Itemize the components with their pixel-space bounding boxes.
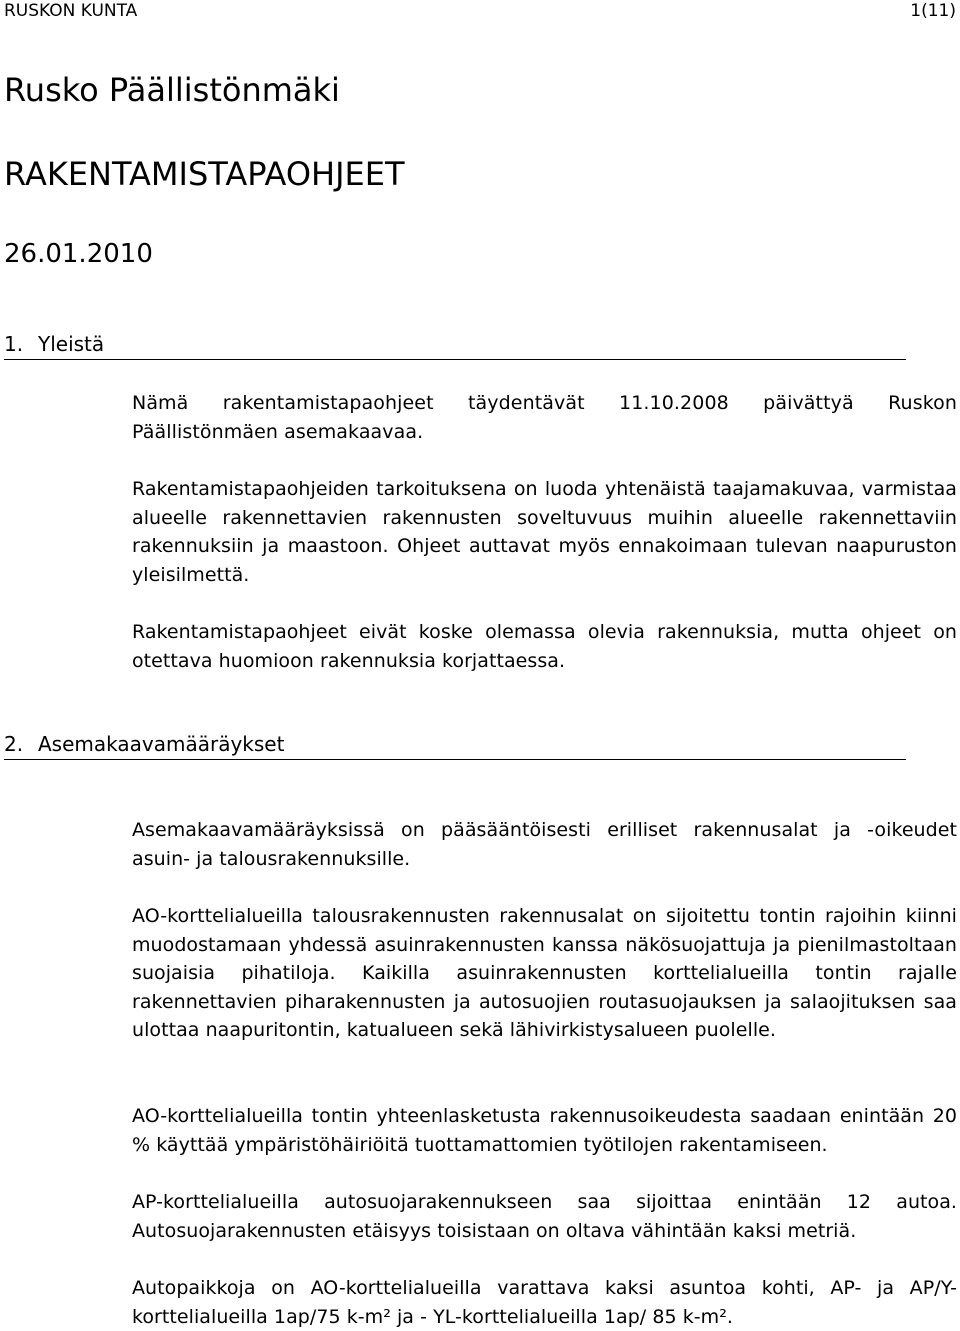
section-heading-yleista: [4, 331, 906, 360]
section-title: Yleistä: [38, 332, 105, 356]
paragraph: AP-korttelialueilla autosuojarakennukseen saa sijoittaa enintään 12 autoa. Autosuojarakennusten etäisyys toisistaan on oltava vähintään kaksi metriä.: [132, 1191, 957, 1242]
section-number: 2.: [4, 732, 24, 756]
document-subtitle: RAKENTAMISTAPAOHJEET: [4, 155, 405, 193]
document-title: Rusko Päällistönmäki: [4, 71, 340, 109]
paragraph: Rakentamistapaohjeiden tarkoituksena on luoda yhtenäistä taajamakuvaa, varmistaa alueelle rakennettavien rakennusten soveltuvuus muihin alueelle rakennettaviin rakennuksiin ja maastoon. Ohjeet auttavat myös ennakoimaan tulevan naapuruston yleisilmettä.: [132, 478, 957, 586]
document-header: [4, 0, 956, 24]
document-date: 26.01.2010: [4, 239, 153, 269]
paragraph: AO-korttelialueilla talousrakennusten rakennusalat on sijoitettu tontin rajoihin kiinni muodostamaan yhdessä asuinrakennusten kanssa näkösuojattuja ja pienilmastoltaan suojaisia pihatiloja. Kaikilla asuinrakennusten korttelialueilla tontin rajalle rakennettavien piharakennusten ja autosuojien routasuojauksen ja salaojituksen saa ulottaa naapuritontin, katualueen sekä lähivirkistysalueen puolelle.: [132, 905, 957, 1041]
paragraph: Asemakaavamääräyksissä on pääsääntöisesti erilliset rakennusalat ja -oikeudet asuin- ja talousrakennuksille.: [132, 819, 957, 870]
section-title: Asemakaavamääräykset: [38, 732, 285, 756]
paragraph: Nämä rakentamistapaohjeet täydentävät 11.10.2008 päivättyä Ruskon Päällistönmäen asemakaavaa.: [132, 392, 957, 443]
section-number: 1.: [4, 332, 24, 356]
paragraph: Rakentamistapaohjeet eivät koske olemassa olevia rakennuksia, mutta ohjeet on otettava huomioon rakennuksia korjattaessa.: [132, 621, 957, 672]
page-number: 1(11): [910, 1, 956, 21]
organization-name: RUSKON KUNTA: [4, 1, 138, 21]
paragraph: Autopaikkoja on AO-korttelialueilla varattava kaksi asuntoa kohti, AP- ja AP/Y-korttelialueilla 1ap/75 k-m² ja - YL-korttelialueilla 1ap/ 85 k-m².: [132, 1277, 957, 1328]
paragraph: AO-korttelialueilla tontin yhteenlasketusta rakennusoikeudesta saadaan enintään 20 % käyttää ympäristöhäiriöitä tuottamattomien työtilojen rakentamiseen.: [132, 1105, 957, 1156]
section-heading-asemakaavamaaraykset: [4, 731, 906, 760]
